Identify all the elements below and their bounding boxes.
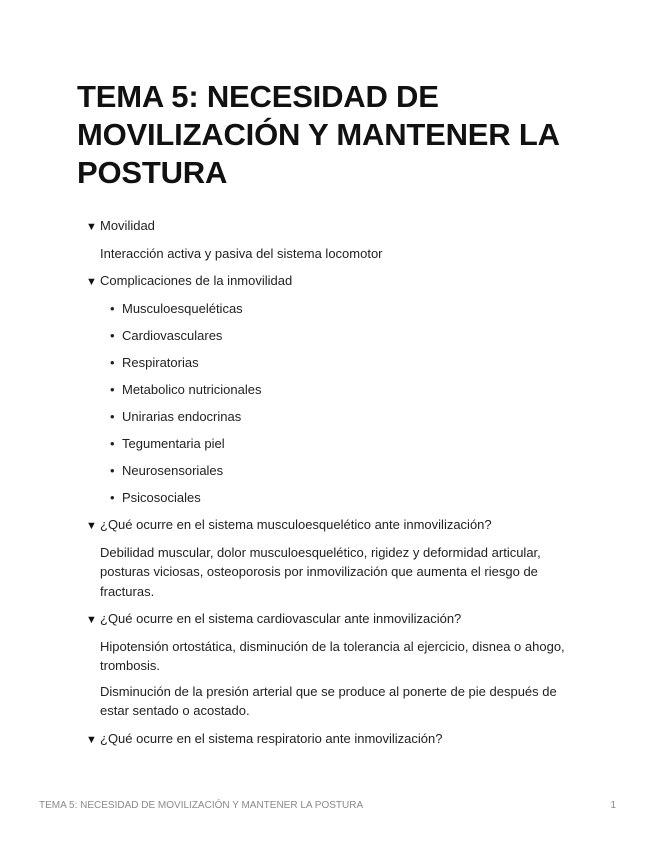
toggle-summary[interactable] [86,216,586,238]
triangle-down-icon[interactable]: ▼ [86,733,97,746]
list-item [110,353,586,373]
list-item [110,299,586,319]
page-footer [39,800,616,811]
list-item [110,488,586,508]
bullet-list [100,299,586,508]
toggle-musculoesqueletico [86,515,586,601]
list-item-text: Metabolico nutricionales [122,381,262,397]
paragraph: Interacción activa y pasiva del sistema locomotor [100,245,383,261]
toggle-body [100,244,586,264]
toggle-heading: ¿Qué ocurre en el sistema musculoesquelético ante inmovilización? [100,517,492,532]
paragraph: Debilidad muscular, dolor musculoesquelético, rigidez y deformidad articular, posturas viciosas, osteoporosis por inmovilización que aumenta el riesgo de fracturas. [100,544,541,599]
toggle-cardiovascular [86,609,586,721]
list-item [110,434,586,454]
toggle-body [100,543,586,602]
toggle-summary[interactable] [86,609,586,631]
toggle-heading: Movilidad [100,218,155,233]
footer-running-title: TEMA 5: NECESIDAD DE MOVILIZACIÓN Y MANTENER LA POSTURA [39,800,364,811]
paragraph: Hipotensión ortostática, disminución de la tolerancia al ejercicio, disnea o ahogo, trombosis. [100,638,565,673]
bullet-icon: • [110,435,115,451]
triangle-down-icon[interactable]: ▼ [86,614,97,626]
list-item [110,407,586,427]
bullet-icon: • [110,354,115,370]
toggle-heading: ¿Qué ocurre en el sistema cardiovascular ante inmovilización? [100,611,462,626]
toggle-summary[interactable] [86,271,586,293]
triangle-down-icon[interactable]: ▼ [86,520,97,532]
toggle-body [100,299,586,508]
list-item-text: Neurosensoriales [122,462,224,478]
list-item [110,380,586,400]
bullet-icon: • [110,489,115,505]
list-item [110,326,586,346]
bullet-icon: • [110,327,115,343]
list-item-text: Unirarias endocrinas [122,408,242,424]
list-item [110,461,586,481]
document-body [86,216,586,758]
toggle-complicaciones [86,271,586,507]
bullet-icon: • [110,381,115,397]
list-item-text: Musculoesqueléticas [122,300,243,316]
triangle-down-icon[interactable]: ▼ [86,276,97,288]
list-item-text: Respiratorias [122,354,199,370]
toggle-heading: Complicaciones de la inmovilidad [100,273,293,288]
bullet-icon: • [110,462,115,478]
triangle-down-icon[interactable]: ▼ [86,221,97,233]
toggle-body [100,637,586,721]
toggle-movilidad [86,216,586,263]
page-title: TEMA 5: NECESIDAD DE MOVILIZACIÓN Y MANTENER LA POSTURA [77,79,559,190]
bullet-icon: • [110,300,115,316]
list-item-text: Cardiovasculares [122,327,223,343]
toggle-summary[interactable] [86,729,586,751]
paragraph: Disminución de la presión arterial que se produce al ponerte de pie después de estar sentado o acostado. [100,683,557,718]
toggle-summary[interactable] [86,515,586,537]
bullet-icon: • [110,408,115,424]
toggle-heading: ¿Qué ocurre en el sistema respiratorio ante inmovilización? [100,730,443,746]
list-item-text: Tegumentaria piel [122,435,225,451]
footer-page-number: 1 [610,800,616,811]
list-item-text: Psicosociales [122,489,201,505]
toggle-respiratorio [86,729,586,751]
